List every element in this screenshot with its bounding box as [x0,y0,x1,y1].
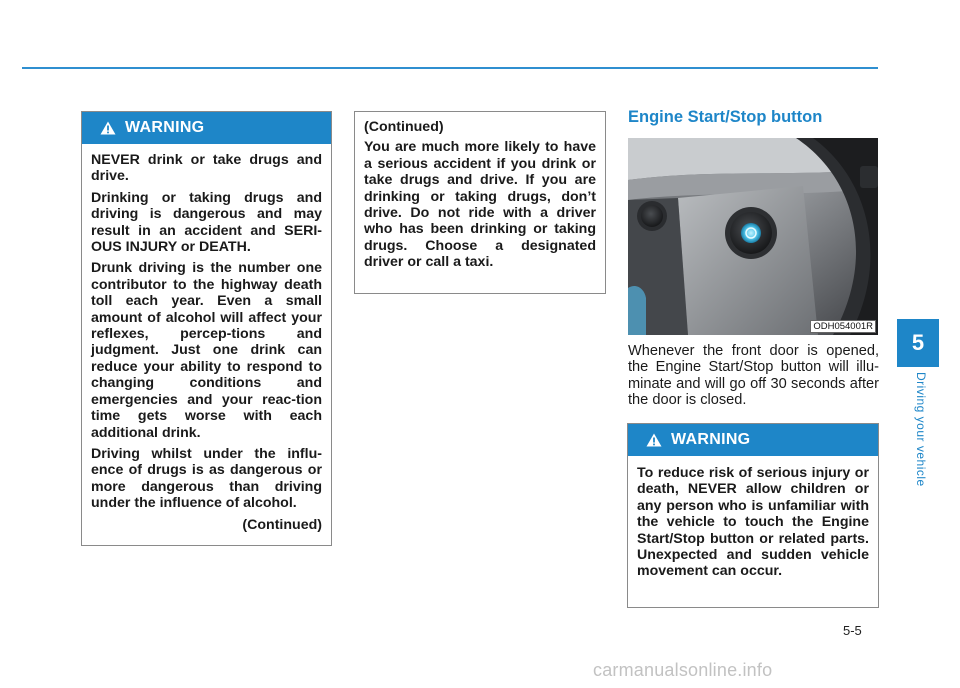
warning-continuation-box [354,111,606,294]
warning-box-drink-drive [81,111,332,546]
continued-label: (Continued) [364,119,444,135]
page-number: 5-5 [843,623,862,638]
warning-triangle-icon [100,121,116,135]
warning-paragraph: Drinking or taking drugs and driving is dangerous and may result in an accident and SERI-OUS INJURY or DEATH. [91,189,322,256]
warning-header [82,112,331,144]
watermark: carmanualsonline.info [593,660,773,680]
chapter-number: 5 [911,330,925,355]
chapter-tab [897,319,939,367]
warning-paragraph: Driving whilst under the influ-ence of drugs is as dangerous or more dangerous than driving under the influence of alcohol. [91,445,322,512]
section-body: Whenever the front door is opened, the Engine Start/Stop button will illu-minate and will go off 30 seconds after the door is closed. [628,343,879,409]
warning-box-children [627,423,879,608]
warning-paragraph: To reduce risk of serious injury or death, NEVER allow children or any person who is unfamiliar with the vehicle to touch the Engine Start/Stop button or related parts. Unexpected and sudden vehicle movement can occur. [637,465,869,580]
engine-start-stop-photo [628,138,878,335]
warning-title: WARNING [671,431,751,448]
continuation-body [355,112,605,271]
header-rule [22,67,878,69]
warning-paragraph: You are much more likely to have a serious accident if you drink or take drugs and drive. If you are drinking or taking drugs, don’t drive. Do not ride with a driver who has been drinking or taking drugs. Choose a designated driver or call a taxi. [364,139,596,271]
warning-paragraph: Drunk driving is the number one contributor to the highway death toll each year. Even a small amount of alcohol will affect your reflexes, percep-tions and judgment. Just one drink can reduce your ability to respond to changing conditions and emergencies and your reac-tion time gets worse with each additional drink. [91,260,322,441]
warning-title: WARNING [125,119,205,136]
image-code: ODH054001R [810,320,876,333]
warning-paragraph: NEVER drink or take drugs and drive. [91,152,322,185]
warning-triangle-icon [646,433,662,447]
warning-header [628,424,878,456]
continued-label: (Continued) [242,516,322,533]
dashboard-illustration [628,138,878,335]
warning-body [628,456,878,580]
chapter-label: Driving your vehicle [914,372,928,487]
section-title: Engine Start/Stop button [628,108,823,126]
warning-body [82,144,331,533]
